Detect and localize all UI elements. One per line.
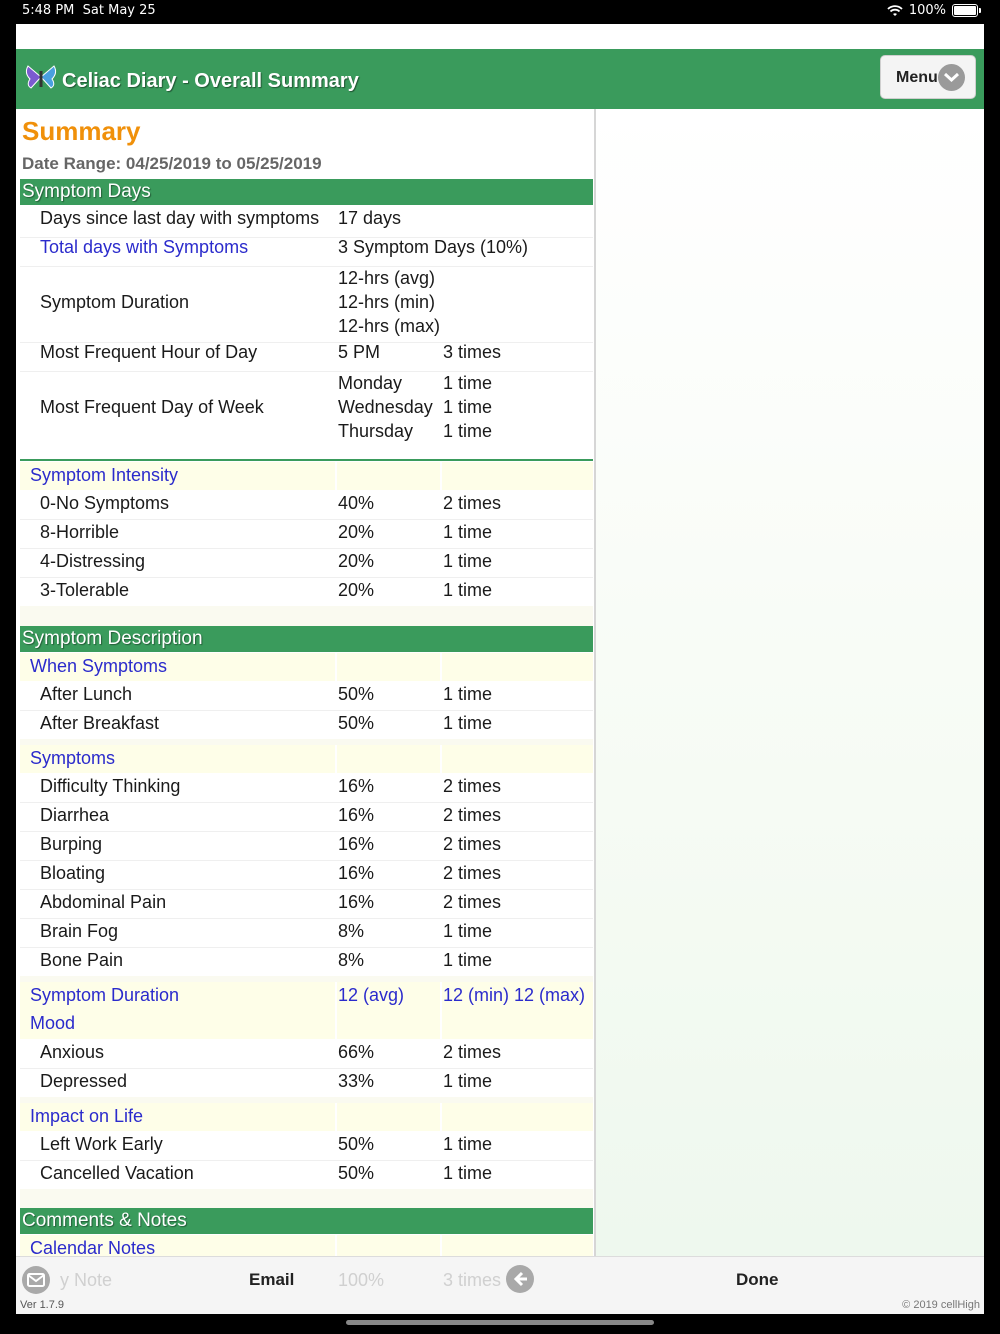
date-range: Date Range: 04/25/2019 to 05/25/2019	[22, 154, 322, 173]
subheader-intensity[interactable]: Symptom Intensity	[20, 462, 593, 490]
copyright-label: © 2019 cellHigh	[902, 1299, 980, 1311]
row-frequent-hour: Most Frequent Hour of Day 5 PM 3 times	[20, 342, 593, 372]
app-window	[16, 24, 984, 1314]
menu-button[interactable]	[880, 55, 976, 99]
table-row: Abdominal Pain 16% 2 times	[20, 889, 593, 919]
back-arrow-icon[interactable]	[506, 1265, 534, 1293]
table-row: After Lunch 50% 1 time	[20, 681, 593, 711]
title-bar	[16, 49, 984, 109]
version-label: Ver 1.7.9	[20, 1299, 65, 1311]
ghost-note-text: y Note	[60, 1270, 113, 1290]
page-title: Celiac Diary - Overall Summary	[62, 70, 359, 92]
subheader-symptoms[interactable]: Symptoms	[20, 745, 593, 773]
home-indicator[interactable]	[346, 1320, 654, 1325]
detail-pane	[596, 109, 984, 1256]
table-row: 4-Distressing 20% 1 time	[20, 548, 593, 578]
divider	[20, 459, 593, 461]
wifi-icon	[887, 5, 903, 17]
table-row: Burping 16% 2 times	[20, 831, 593, 861]
battery-icon	[952, 4, 978, 17]
table-row: 0-No Symptoms 40% 2 times	[20, 490, 593, 520]
section-comments-notes: Comments & Notes	[20, 1208, 593, 1234]
status-time: 5:48 PM Sat May 25	[22, 3, 156, 18]
butterfly-logo-icon	[22, 63, 60, 91]
table-row: Bloating 16% 2 times	[20, 860, 593, 890]
table-row: 8-Horrible 20% 1 time	[20, 519, 593, 549]
table-row: Diarrhea 16% 2 times	[20, 802, 593, 832]
status-bar	[0, 0, 1000, 24]
bottom-toolbar	[16, 1256, 984, 1314]
table-row: Brain Fog 8% 1 time	[20, 918, 593, 948]
row-days-since: Days since last day with symptoms 17 days	[20, 208, 593, 238]
summary-scroll-pane[interactable]	[16, 109, 596, 1256]
subheader-symptom-duration[interactable]: Symptom Duration 12 (avg) 12 (min) 12 (max)	[20, 982, 593, 1010]
done-button[interactable]: Done	[736, 1270, 779, 1289]
section-symptom-description: Symptom Description	[20, 626, 593, 652]
summary-heading: Summary	[22, 116, 141, 146]
menu-button-label: Menu	[896, 69, 938, 86]
email-button[interactable]: Email	[249, 1270, 295, 1289]
row-symptom-duration: Symptom Duration 12-hrs (avg) 12-hrs (min) 12-hrs (max)	[20, 266, 593, 343]
battery-percent: 100%	[908, 3, 946, 18]
chevron-down-icon	[938, 64, 965, 91]
table-row: After Breakfast 50% 1 time	[40, 713, 493, 733]
table-row: Difficulty Thinking 16% 2 times	[20, 773, 593, 803]
table-row: Cancelled Vacation 50% 1 time	[40, 1163, 493, 1183]
ghost-count-text: 3 times	[443, 1270, 502, 1290]
table-row: Left Work Early 50% 1 time	[20, 1131, 593, 1161]
ghost-percent-text: 100%	[338, 1270, 385, 1290]
table-row: 3-Tolerable 20% 1 time	[40, 580, 493, 600]
subheader-mood[interactable]: Mood	[20, 1010, 593, 1039]
status-right	[887, 3, 978, 18]
row-frequent-day: Most Frequent Day of Week Monday 1 time Wednesday 1 time Thursday 1 time	[40, 373, 493, 441]
table-row: Bone Pain 8% 1 time	[40, 950, 493, 970]
table-row: Depressed 33% 1 time	[40, 1071, 493, 1091]
table-row: Anxious 66% 2 times	[20, 1039, 593, 1069]
subheader-calendar-notes[interactable]: Calendar Notes	[20, 1235, 593, 1256]
row-total-days[interactable]: Total days with Symptoms 3 Symptom Days (10%)	[20, 237, 593, 267]
mail-icon[interactable]	[22, 1266, 50, 1294]
section-symptom-days: Symptom Days	[20, 179, 593, 205]
subheader-when-symptoms[interactable]: When Symptoms	[20, 653, 593, 681]
subheader-impact-on-life[interactable]: Impact on Life	[20, 1103, 593, 1131]
